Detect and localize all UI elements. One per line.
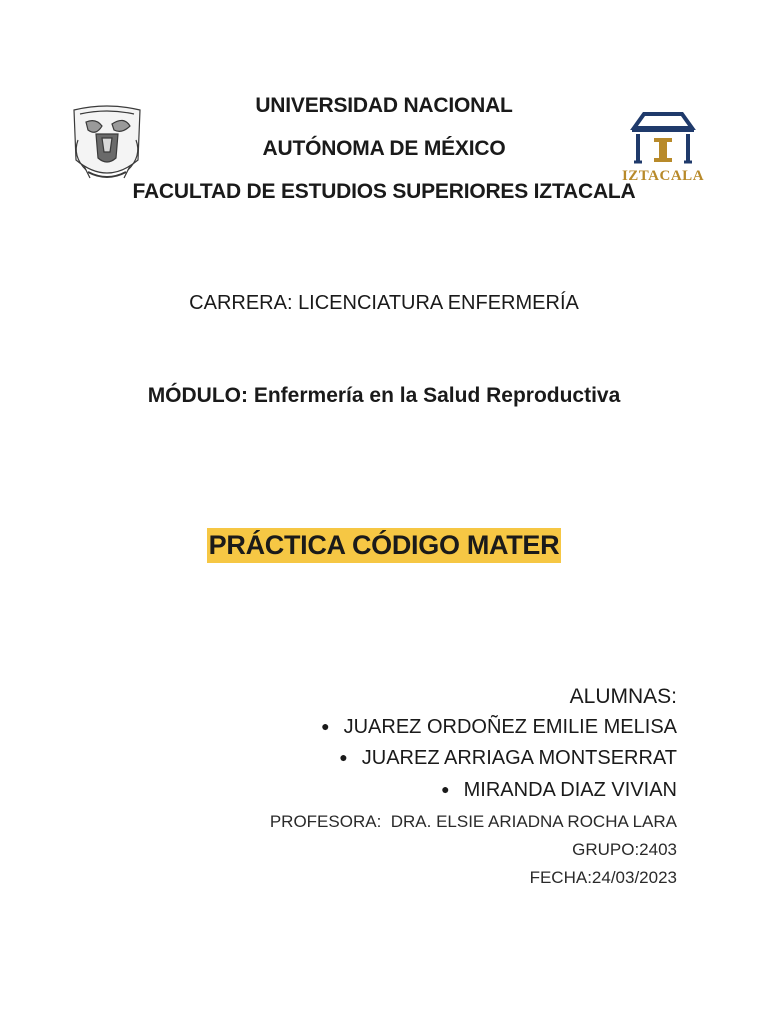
group-line: GRUPO:2403: [572, 840, 677, 859]
student-item: [441, 779, 677, 802]
modulo-label: MÓDULO:: [147, 384, 249, 407]
bullet-icon: ●: [321, 718, 330, 734]
student-item: [321, 716, 677, 739]
faculty-name: FACULTAD DE ESTUDIOS SUPERIORES IZTACALA: [132, 180, 636, 203]
student-name: JUAREZ ARRIAGA MONTSERRAT: [361, 747, 677, 769]
professor-line: PROFESORA: DRA. ELSIE ARIADNA ROCHA LARA: [269, 812, 677, 831]
carrera-line: CARRERA: LICENCIATURA ENFERMERÍA: [189, 292, 579, 314]
students-label: ALUMNAS:: [569, 685, 677, 708]
modulo-line: [0, 384, 768, 408]
university-name-line1: UNIVERSIDAD NACIONAL: [255, 94, 513, 117]
university-name-line2: AUTÓNOMA DE MÉXICO: [262, 137, 506, 160]
student-item: [339, 747, 677, 770]
modulo-value: Enfermería en la Salud Reproductiva: [248, 384, 621, 407]
student-name: JUAREZ ORDOÑEZ EMILIE MELISA: [343, 716, 677, 738]
bullet-icon: ●: [339, 749, 348, 765]
bullet-icon: ●: [441, 781, 450, 797]
title-container: [0, 528, 768, 563]
student-name: MIRANDA DIAZ VIVIAN: [463, 779, 677, 801]
iztacala-logo-text: IZTACALA: [621, 168, 705, 184]
practice-title: PRÁCTICA CÓDIGO MATER: [207, 528, 562, 563]
date-line: FECHA:24/03/2023: [529, 868, 677, 887]
